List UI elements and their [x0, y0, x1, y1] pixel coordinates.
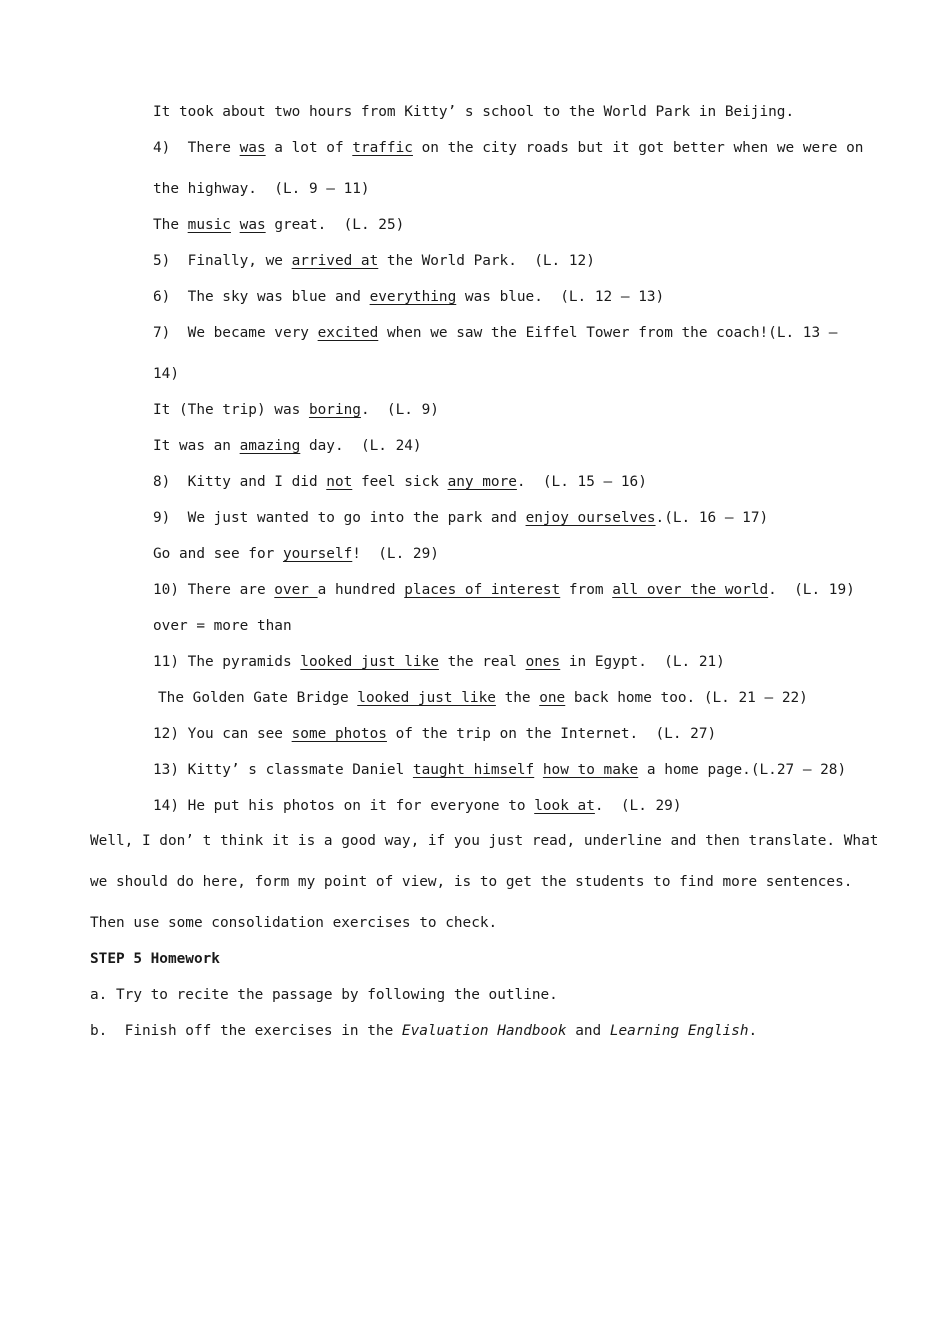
text-span: STEP 5 Homework: [90, 951, 220, 967]
text-span: .(L. 16 – 17): [655, 510, 769, 526]
text-span: a home page.(L.27 – 28): [638, 762, 847, 778]
text-line-l3: [153, 179, 370, 199]
text-span: the World Park. (L. 12): [378, 253, 595, 269]
text-line-l20: [153, 796, 682, 816]
underlined-phrase: excited: [317, 325, 379, 341]
text-span: 7) We became very: [153, 325, 318, 341]
underlined-phrase: any more: [447, 474, 517, 490]
text-span: the: [495, 690, 540, 706]
text-span: b. Finish off the exercises in the: [90, 1023, 402, 1039]
underlined-phrase: looked just like: [357, 690, 496, 706]
text-span: It (The trip) was: [153, 402, 309, 418]
text-line-l26: [90, 1021, 757, 1041]
text-line-l1: [153, 102, 794, 122]
text-span: . (L. 19): [768, 582, 855, 598]
text-line-l7: [153, 323, 837, 343]
underlined-phrase: places of interest: [404, 582, 561, 598]
text-line-l4: [153, 215, 404, 235]
text-span: a hundred: [317, 582, 405, 598]
text-span: back home too. (L. 21 – 22): [565, 690, 808, 706]
text-line-l13: [153, 544, 439, 564]
underlined-phrase: all over the world: [612, 582, 769, 598]
text-line-l25: [90, 985, 558, 1005]
underlined-phrase: everything: [369, 289, 457, 305]
text-span: when we saw the Eiffel Tower from the coach!(L. 13 –: [378, 325, 838, 341]
underlined-phrase: amazing: [239, 438, 301, 454]
text-span: a lot of: [265, 140, 353, 156]
text-line-l21: [90, 831, 878, 851]
text-span: . (L. 15 – 16): [516, 474, 647, 490]
underlined-phrase: look at: [534, 798, 595, 814]
underlined-phrase: arrived at: [291, 253, 379, 269]
text-span: 10) There are: [153, 582, 275, 598]
text-span: [534, 762, 543, 778]
text-span: 14): [153, 366, 179, 382]
text-span: . (L. 9): [360, 402, 439, 418]
text-span: .: [748, 1023, 758, 1039]
text-line-l12: [153, 508, 768, 528]
text-line-l17: [158, 688, 808, 708]
text-span: Go and see for: [153, 546, 283, 562]
text-line-l18: [153, 724, 716, 744]
text-span: on the city roads but it got better when we were on: [412, 140, 864, 156]
underlined-phrase: one: [539, 690, 566, 706]
text-line-l2: [153, 138, 863, 158]
text-span: in Egypt. (L. 21): [560, 654, 725, 670]
underlined-phrase: over: [274, 582, 318, 598]
underlined-phrase: not: [326, 474, 353, 490]
text-span: Then use some consolidation exercises to check.: [90, 915, 498, 931]
underlined-phrase: enjoy ourselves: [525, 510, 656, 526]
text-line-l16: [153, 652, 725, 672]
text-line-l11: [153, 472, 647, 492]
text-span: was blue. (L. 12 – 13): [456, 289, 665, 305]
italic-title: Evaluation Handbook: [401, 1023, 567, 1039]
underlined-phrase: taught himself: [412, 762, 535, 778]
text-span: feel sick: [352, 474, 448, 490]
text-span: The: [153, 217, 188, 233]
text-line-l14: [153, 580, 855, 600]
underlined-phrase: was: [239, 140, 266, 156]
text-span: 11) The pyramids: [153, 654, 301, 670]
text-span: and: [566, 1023, 610, 1039]
text-span: a. Try to recite the passage by following the outline.: [90, 987, 558, 1003]
underlined-phrase: boring: [308, 402, 361, 418]
underlined-phrase: ones: [525, 654, 561, 670]
text-span: ! (L. 29): [352, 546, 439, 562]
underlined-phrase: looked just like: [300, 654, 439, 670]
text-line-l22: [90, 872, 852, 892]
text-line-l9: [153, 400, 439, 420]
underlined-phrase: music: [187, 217, 231, 233]
text-span: The Golden Gate Bridge: [158, 690, 358, 706]
text-span: we should do here, form my point of view, is to get the students to find more sentences.: [90, 874, 853, 890]
text-span: 13) Kitty’ s classmate Daniel: [153, 762, 413, 778]
text-span: It took about two hours from Kitty’ s school to the World Park in Beijing.: [153, 104, 795, 120]
text-span: Well, I don’ t think it is a good way, if you just read, underline and then translate. What: [90, 833, 879, 849]
text-span: [231, 217, 240, 233]
text-line-l24: [90, 949, 220, 969]
underlined-phrase: some photos: [291, 726, 387, 742]
underlined-phrase: yourself: [282, 546, 353, 562]
text-span: of the trip on the Internet. (L. 27): [386, 726, 717, 742]
text-span: over = more than: [153, 618, 292, 634]
underlined-phrase: traffic: [352, 140, 413, 156]
text-span: It was an: [153, 438, 240, 454]
italic-title: Learning English: [609, 1023, 749, 1039]
text-span: 12) You can see: [153, 726, 292, 742]
text-span: 6) The sky was blue and: [153, 289, 370, 305]
text-line-l15: [153, 616, 292, 636]
text-span: day. (L. 24): [300, 438, 422, 454]
underlined-phrase: was: [239, 217, 266, 233]
text-span: 4) There: [153, 140, 240, 156]
text-line-l19: [153, 760, 846, 780]
text-line-l10: [153, 436, 422, 456]
text-span: 5) Finally, we: [153, 253, 292, 269]
text-line-l23: [90, 913, 497, 933]
text-line-l6: [153, 287, 664, 307]
text-span: . (L. 29): [594, 798, 682, 814]
text-line-l5: [153, 251, 595, 271]
text-span: 9) We just wanted to go into the park and: [153, 510, 526, 526]
text-span: the highway. (L. 9 – 11): [153, 181, 370, 197]
text-span: 8) Kitty and I did: [153, 474, 327, 490]
text-span: great. (L. 25): [265, 217, 405, 233]
underlined-phrase: how to make: [542, 762, 639, 778]
text-span: 14) He put his photos on it for everyone to: [153, 798, 535, 814]
text-line-l8: [153, 364, 179, 384]
text-span: the real: [438, 654, 526, 670]
text-span: from: [560, 582, 613, 598]
